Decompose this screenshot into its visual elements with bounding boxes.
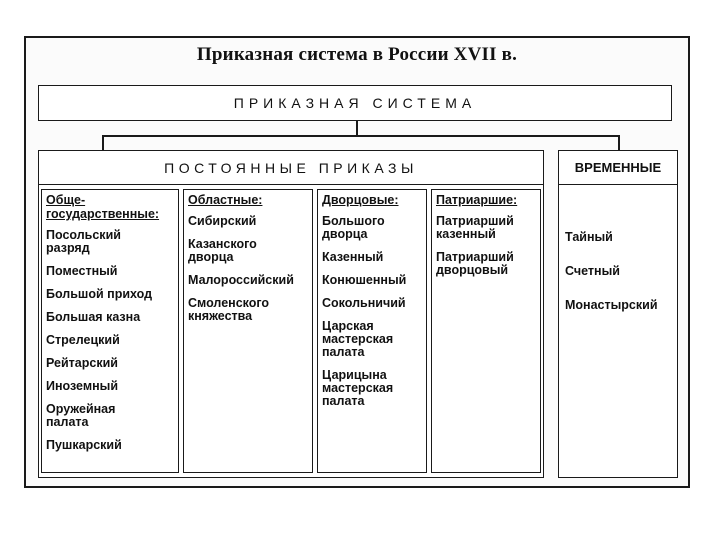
list-item: Патриарший дворцовый [436,250,514,277]
column-patriarshie [431,189,541,473]
connector-horizontal [102,135,619,137]
column-title: Обще- государственные: [46,193,160,221]
list-item: Стрелецкий [46,333,120,347]
list-item: Конюшенный [322,273,407,287]
list-item: Малороссийский [188,273,294,287]
list-item: Рейтарский [46,356,118,370]
column-oblastnye [183,189,313,473]
column-dvortsovye [317,189,427,473]
list-item: Казанского дворца [188,237,257,264]
list-item: Монастырский [565,298,658,312]
list-item: Большая казна [46,310,141,324]
list-item: Большой приход [46,287,153,301]
list-item: Иноземный [46,379,118,393]
column-title: Дворцовые: [322,193,399,207]
connector-top-stem [356,121,358,135]
temporary-orders-box [558,150,678,478]
list-item: Счетный [565,264,620,278]
list-item: Посольский разряд [46,228,121,255]
diagram-title: Приказная система в России XVII в. [196,44,518,65]
diagram-frame [24,36,690,488]
list-item: Сибирский [188,214,257,228]
list-item: Патриарший казенный [436,214,514,241]
list-item: Большого дворца [322,214,385,241]
list-item: Сокольничий [322,296,406,310]
list-item: Казенный [322,250,384,264]
connector-left-drop [102,135,104,150]
list-item: Оружейная палата [46,402,116,429]
list-item: Царицына мастерская палата [322,368,394,408]
permanent-orders-box [38,150,544,478]
top-box-prikaznaya-sistema: ПРИКАЗНАЯ СИСТЕМА [38,85,672,121]
permanent-orders-header: ПОСТОЯННЫЕ ПРИКАЗЫ [39,151,543,185]
list-item: Царская мастерская палата [322,319,394,359]
list-item: Пушкарский [46,438,122,452]
temporary-orders-list [565,231,658,333]
connector-right-drop [618,135,620,150]
list-item: Смоленского княжества [188,296,270,323]
column-obshchegosudarstvennye [41,189,179,473]
column-title: Областные: [188,193,263,207]
list-item: Поместный [46,264,118,278]
temporary-orders-header: ВРЕМЕННЫЕ [559,151,677,185]
list-item: Тайный [565,230,613,244]
column-title: Патриаршие: [436,193,518,207]
